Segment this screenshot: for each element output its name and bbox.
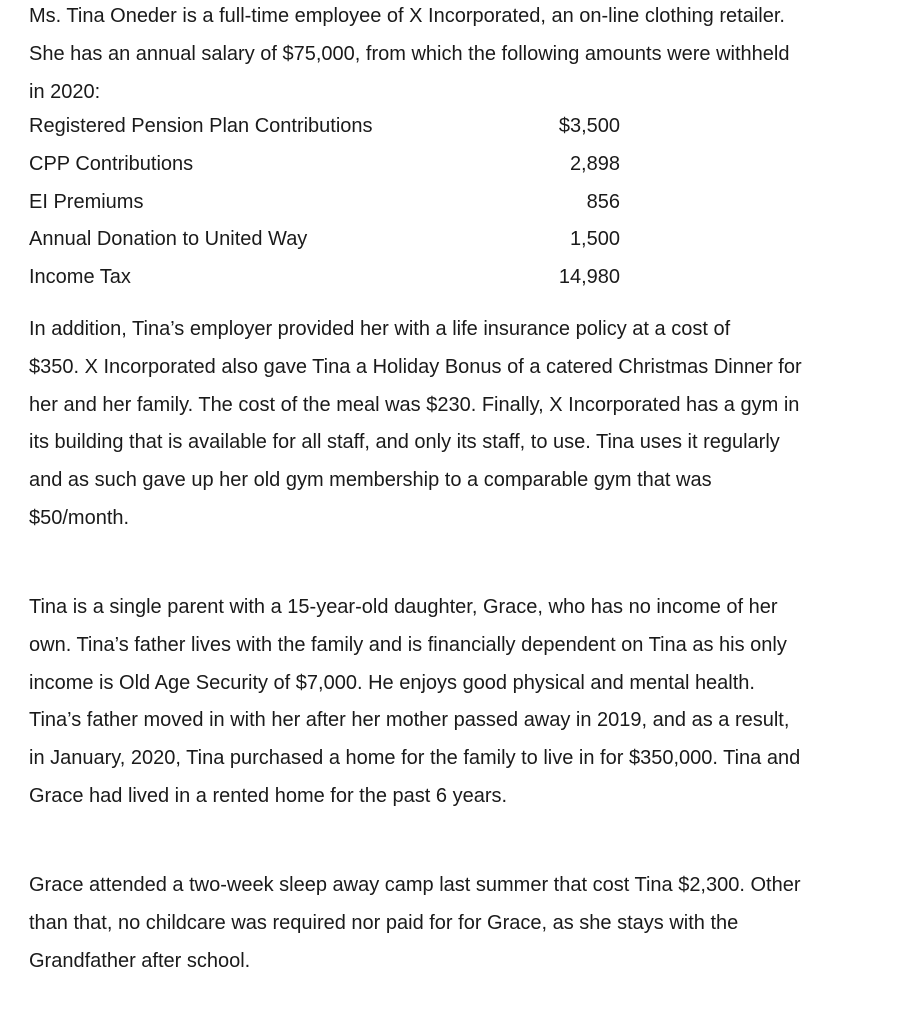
withholding-value: $3,500 xyxy=(558,115,620,137)
benefits-paragraph xyxy=(29,311,889,538)
withholding-value: 856 xyxy=(586,190,620,213)
family-line: Tina is a single parent with a 15-year-old daughter, Grace, who has no income of her xyxy=(29,596,778,618)
intro-line: in 2020: xyxy=(29,80,101,103)
camp-line: than that, no childcare was required nor paid for for Grace, as she stays with the xyxy=(29,911,739,934)
benefits-line: $350. X Incorporated also gave Tina a Holiday Bonus of a catered Christmas Dinner for xyxy=(29,355,802,378)
family-paragraph xyxy=(29,589,889,816)
benefits-line: In addition, Tina’s employer provided her with a life insurance policy at a cost of xyxy=(29,318,731,340)
withholding-row xyxy=(29,108,629,146)
family-line: income is Old Age Security of $7,000. He enjoys good physical and mental health. xyxy=(29,671,755,694)
family-line: Tina’s father moved in with her after her mother passed away in 2019, and as a result, xyxy=(29,709,790,732)
benefits-line: its building that is available for all staff, and only its staff, to use. Tina uses it regularly xyxy=(29,431,780,454)
camp-paragraph xyxy=(29,867,889,980)
withholding-label: Registered Pension Plan Contributions xyxy=(29,115,373,137)
camp-line: Grandfather after school. xyxy=(29,949,251,972)
intro-paragraph xyxy=(29,0,889,111)
withholding-label: Income Tax xyxy=(29,266,131,289)
benefits-line: $50/month. xyxy=(29,506,130,529)
intro-line: She has an annual salary of $75,000, from which the following amounts were withheld xyxy=(29,42,790,65)
family-line: in January, 2020, Tina purchased a home for the family to live in for $350,000. Tina and xyxy=(29,747,801,770)
intro-line: Ms. Tina Oneder is a full-time employee of X Incorporated, an on-line clothing retailer. xyxy=(29,5,785,27)
withholding-row xyxy=(29,146,629,184)
withholding-label: CPP Contributions xyxy=(29,152,194,175)
withholdings-table xyxy=(29,108,629,297)
benefits-line: her and her family. The cost of the meal was $230. Finally, X Incorporated has a gym in xyxy=(29,393,800,416)
withholding-value: 1,500 xyxy=(569,228,620,251)
withholding-label: Annual Donation to United Way xyxy=(29,228,308,251)
withholding-row xyxy=(29,259,629,297)
withholding-value: 14,980 xyxy=(558,266,620,289)
withholding-value: 2,898 xyxy=(569,152,620,175)
family-line: own. Tina’s father lives with the family and is financially dependent on Tina as his only xyxy=(29,633,787,656)
camp-line: Grace attended a two-week sleep away camp last summer that cost Tina $2,300. Other xyxy=(29,874,801,896)
family-line: Grace had lived in a rented home for the past 6 years. xyxy=(29,784,508,807)
benefits-line: and as such gave up her old gym membership to a comparable gym that was xyxy=(29,469,712,492)
withholding-row xyxy=(29,221,629,259)
withholding-label: EI Premiums xyxy=(29,190,144,213)
withholding-row xyxy=(29,184,629,222)
